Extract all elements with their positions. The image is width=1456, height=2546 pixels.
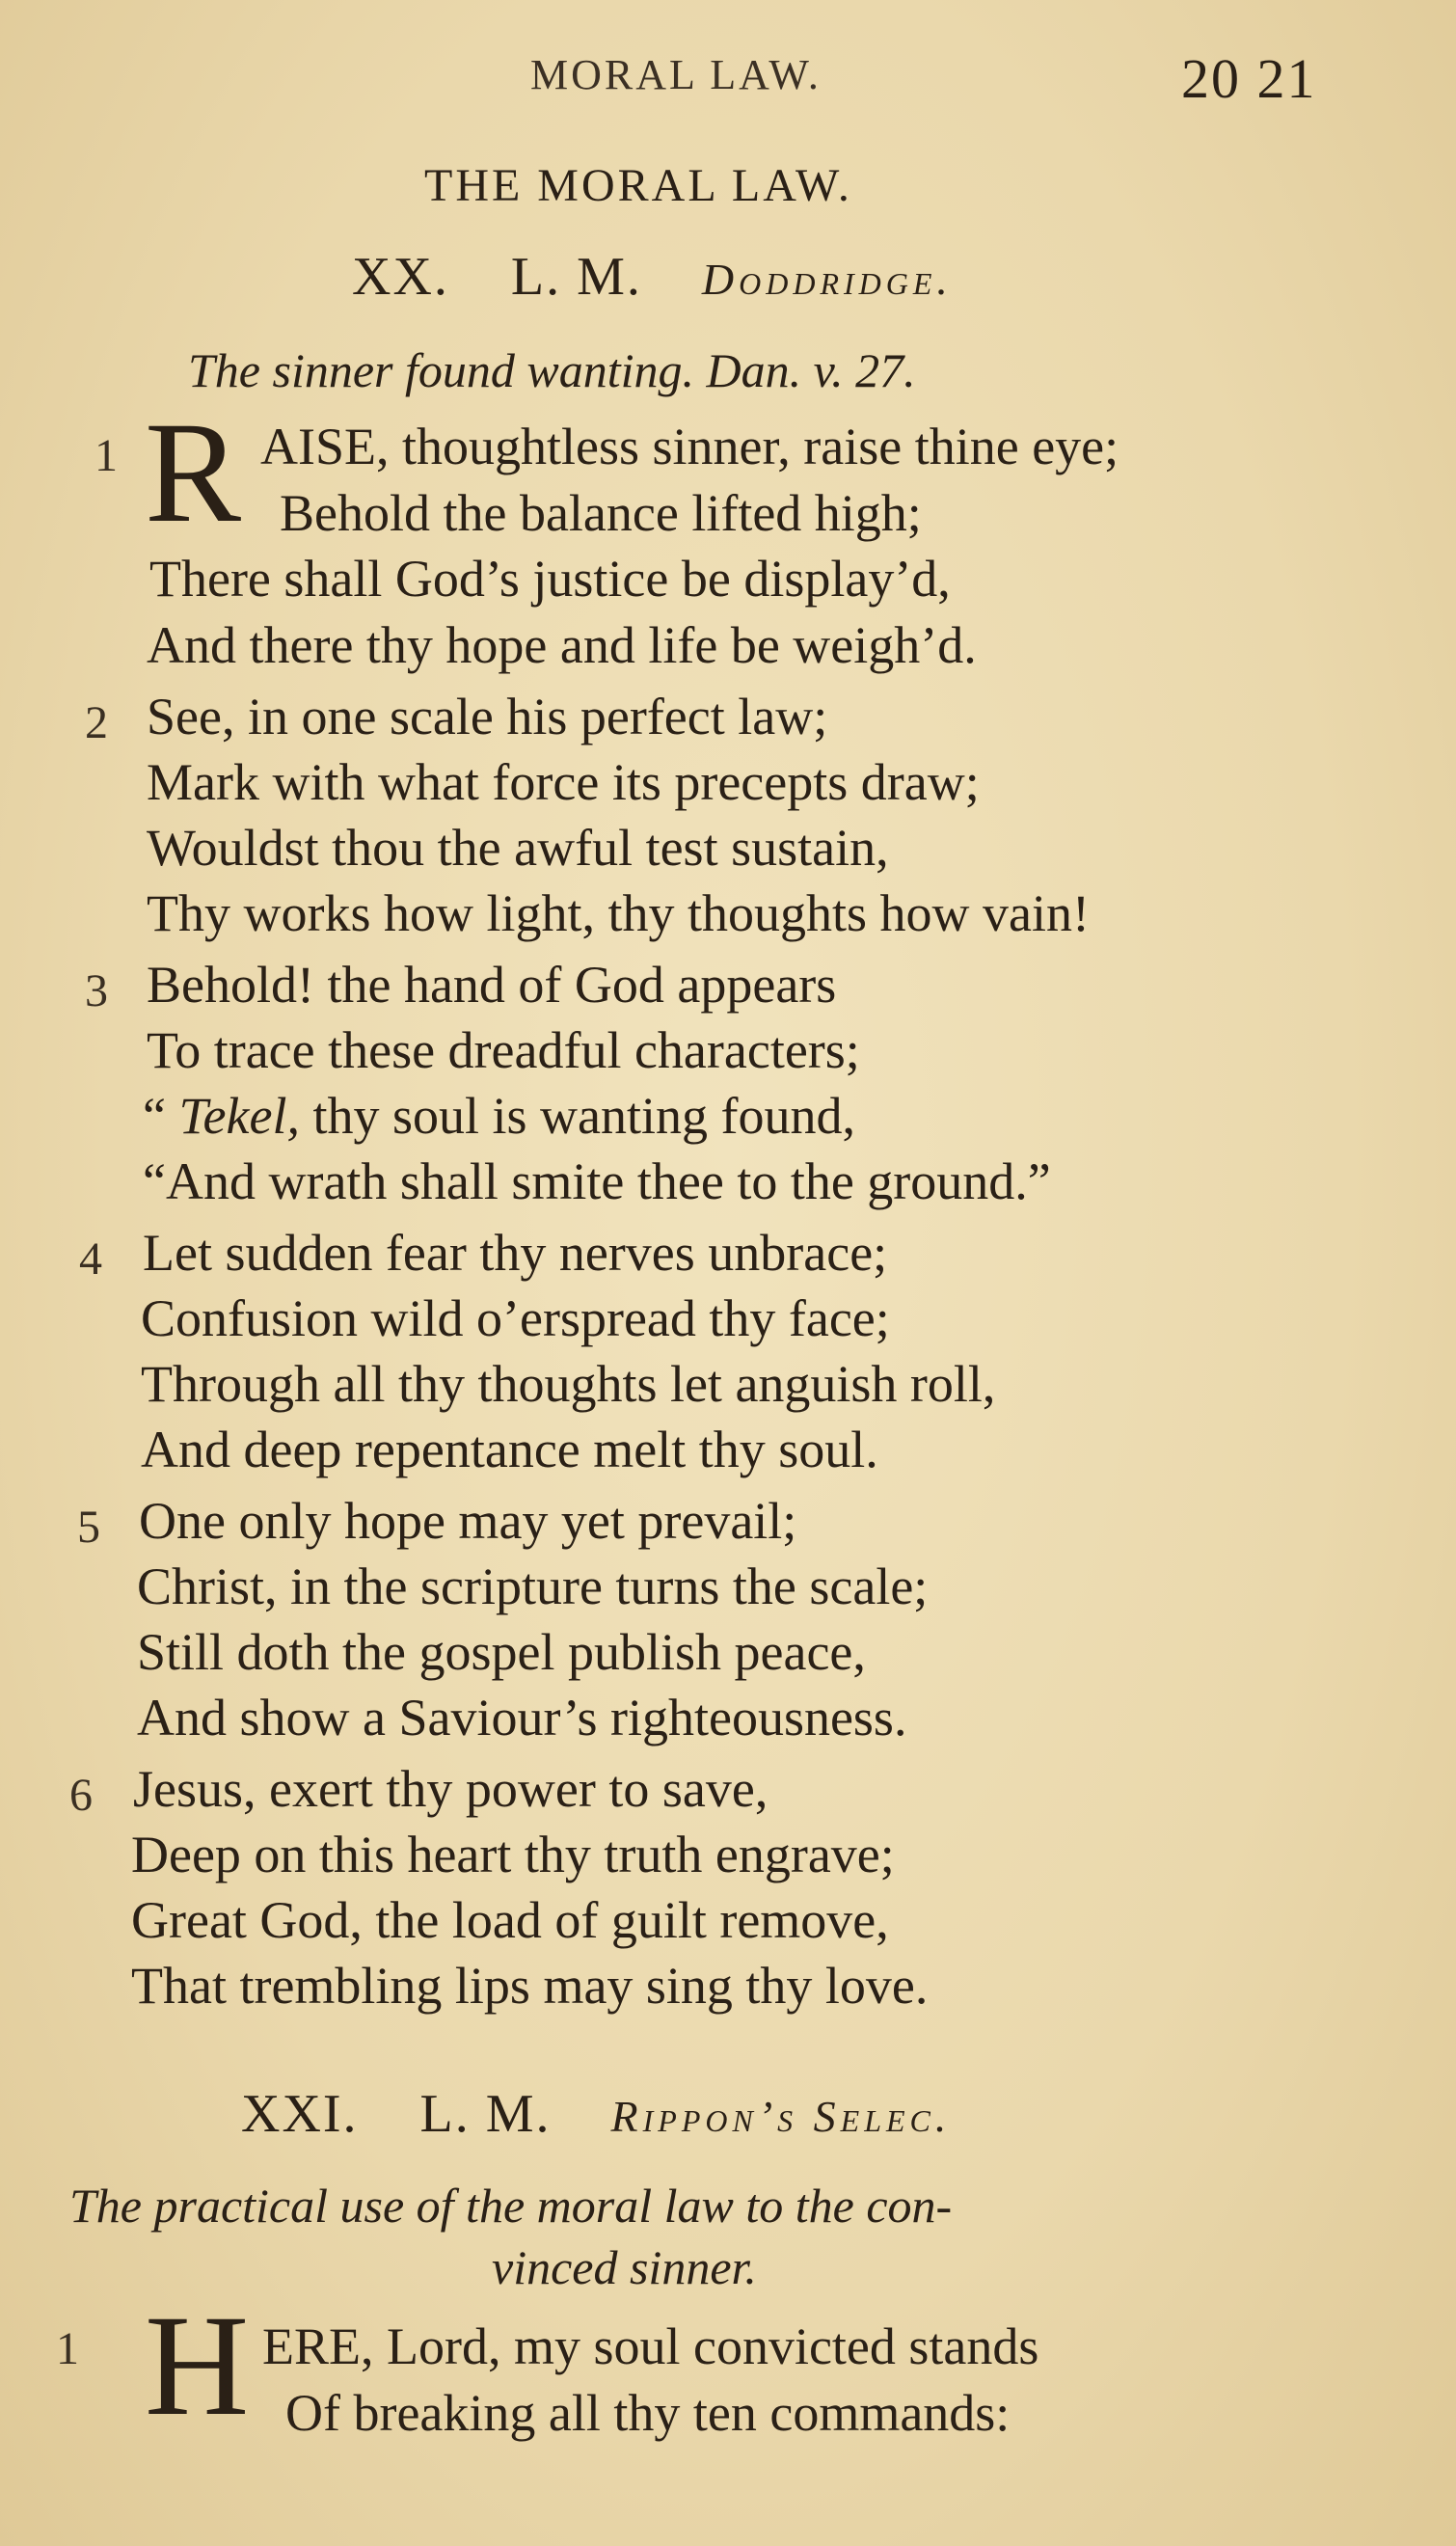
verse-line: Behold the balance lifted high;	[280, 484, 922, 542]
stanza-number: 1	[94, 430, 118, 481]
verse-line: To trace these dreadful characters;	[147, 1021, 860, 1079]
stanza-number: 2	[85, 697, 108, 748]
hymn-heading	[241, 2083, 951, 2145]
verse-line: Mark with what force its precepts draw;	[147, 753, 980, 811]
verse-line: Jesus, exert thy power to save,	[133, 1760, 768, 1818]
verse-line: Deep on this heart thy truth engrave;	[131, 1826, 895, 1883]
hymn-subtitle: The sinner found wanting. Dan. v. 27.	[188, 343, 916, 397]
verse-line: Behold! the hand of God appears	[147, 956, 837, 1014]
drop-cap: R	[145, 393, 242, 553]
verse-line: There shall God’s justice be display’d,	[149, 550, 951, 608]
hymn-heading	[352, 246, 953, 308]
running-head: MORAL LAW.	[530, 51, 822, 98]
hymn-meter: L. M.	[419, 2084, 552, 2144]
verse-line: Great God, the load of guilt remove,	[131, 1891, 889, 1949]
hymn-meter: L. M.	[510, 247, 642, 307]
verse-line: Through all thy thoughts let anguish roll,	[141, 1355, 996, 1413]
verse-line: And deep repentance melt thy soul.	[141, 1421, 878, 1478]
drop-cap: H	[145, 2286, 250, 2446]
hymn-number: XX.	[352, 247, 449, 307]
stanza-number: 5	[77, 1502, 100, 1553]
verse-line: Let sudden fear thy nerves unbrace;	[143, 1224, 888, 1282]
stanza-number: 1	[56, 2323, 79, 2374]
verse-line: And show a Saviour’s righteousness.	[137, 1689, 907, 1747]
hymn-subtitle: The practical use of the moral law to the con-	[69, 2179, 953, 2233]
hymn-number: XXI.	[241, 2084, 359, 2144]
hymn-author: Rippon’s Selec.	[610, 2092, 952, 2141]
verse-line: See, in one scale his perfect law;	[147, 688, 828, 745]
verse-line: Still doth the gospel publish peace,	[137, 1623, 866, 1681]
hymn-author: Doddridge.	[701, 255, 953, 304]
verse-line: “And wrath shall smite thee to the ground.”	[143, 1152, 1051, 1210]
italic-word: Tekel,	[178, 1087, 300, 1145]
verse-line: Of breaking all thy ten commands:	[285, 2384, 1011, 2442]
verse-line: Thy works how light, thy thoughts how vain!	[147, 884, 1090, 942]
page-number: 20 21	[1181, 47, 1317, 110]
verse-line: ERE, Lord, my soul convicted stands	[262, 2317, 1039, 2375]
stanza-number: 3	[85, 965, 108, 1016]
verse-line: One only hope may yet prevail;	[139, 1492, 797, 1550]
verse-line: Wouldst thou the awful test sustain,	[147, 819, 889, 877]
verse-line: And there thy hope and life be weigh’d.	[147, 616, 977, 674]
verse-line: AISE, thoughtless sinner, raise thine eye;	[260, 418, 1119, 475]
hymn-subtitle-continued: vinced sinner.	[492, 2240, 757, 2294]
verse-line: Confusion wild o’erspread thy face;	[141, 1289, 890, 1347]
verse-line: That trembling lips may sing thy love.	[131, 1957, 929, 2015]
stanza-number: 4	[79, 1233, 102, 1285]
section-title: THE MORAL LAW.	[424, 160, 852, 211]
open-quote: “	[143, 1087, 166, 1145]
verse-line	[143, 1087, 855, 1145]
verse-line-rest: thy soul is wanting found,	[312, 1087, 855, 1145]
stanza-number: 6	[69, 1770, 93, 1821]
verse-line: Christ, in the scripture turns the scale;	[137, 1557, 929, 1615]
